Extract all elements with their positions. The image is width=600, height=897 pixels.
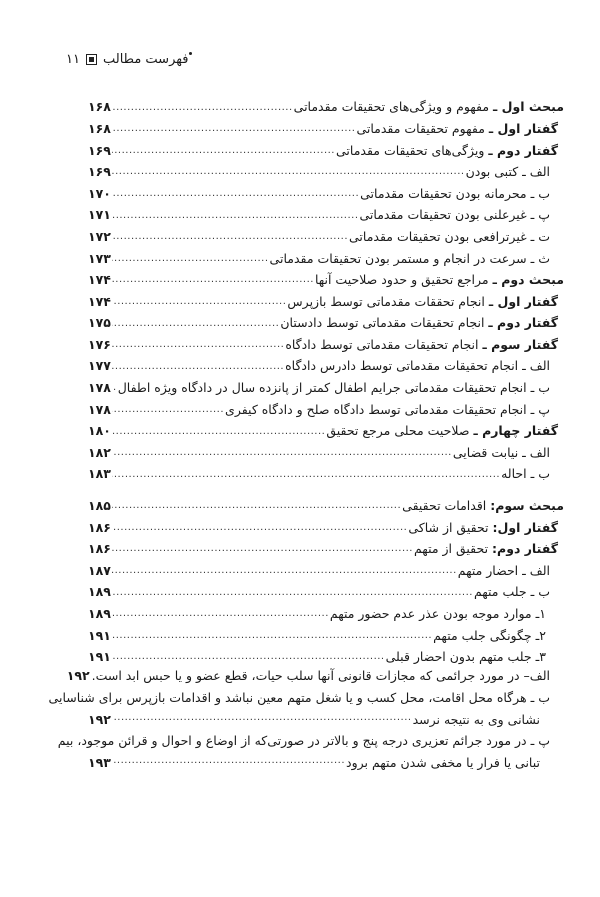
dot-leader: [112, 629, 432, 642]
toc-entry-title: [360, 207, 551, 223]
toc-entry-title: [326, 423, 558, 439]
dot-leader: [112, 317, 279, 330]
toc-page-number: ۱۸۹: [88, 606, 111, 621]
toc-entry-text: مراجع تحقیق و حدود صلاحیت آنها: [314, 272, 493, 288]
dot-leader: [112, 101, 293, 114]
dot-leader: [112, 381, 117, 394]
toc-entry-heading: گفتار دوم:: [492, 541, 558, 557]
toc-entry-text: ب ـ انجام تحقیقات مقدماتی جرایم اطفال کمتر از پانزده سال در دادگاه ویژه اطفال: [117, 380, 550, 396]
toc-entry-text: تبانی یا فرار یا مخفی شدن متهم برود: [346, 754, 540, 770]
toc-entry[interactable]: [88, 514, 564, 536]
toc-entry-heading: مبحث سوم:: [490, 498, 564, 514]
toc-entry[interactable]: [88, 396, 564, 418]
toc-entry-text: الف ـ احضار متهم: [457, 562, 550, 578]
dot-leader: [112, 521, 407, 534]
toc-entry-line: [88, 709, 550, 731]
dot-leader: [112, 165, 465, 178]
toc-page-number: ۱۹۲: [66, 668, 90, 684]
toc-page-number: ۱۷۵: [88, 315, 111, 331]
toc-entry-title: [474, 584, 550, 600]
toc-page-number: ۱۷۸: [88, 401, 111, 417]
toc-entry-title: [336, 143, 558, 159]
dot-leader: [112, 122, 356, 135]
dot-leader: [112, 338, 284, 351]
toc-page-number: ۱۹۱: [88, 649, 111, 665]
toc-entry[interactable]: [88, 288, 564, 310]
toc-entry-text: ب ـ جلب متهم: [473, 584, 550, 600]
toc-entry[interactable]: [88, 180, 564, 202]
toc-entry-text: انجام تحقیقات مقدماتی توسط دادستان: [280, 315, 489, 331]
toc-entry-heading: گفتار چهارم ـ: [473, 423, 558, 439]
toc-entry-title: [466, 164, 550, 180]
dot-leader: [112, 403, 224, 416]
toc-entry[interactable]: [88, 557, 564, 579]
dot-leader: [112, 446, 452, 459]
toc-entry-heading: مبحث اول ـ: [493, 99, 564, 115]
toc-entry[interactable]: [88, 375, 564, 397]
dot-leader: [112, 360, 284, 373]
toc-page-number: ۱۸۶: [88, 519, 111, 535]
dot-leader: [112, 499, 401, 512]
toc-entry-text: انجام تحققات مقدماتی توسط بازپرس: [287, 293, 489, 309]
toc-entry[interactable]: [88, 332, 564, 354]
dot-leader: [112, 542, 413, 555]
toc-page-number: ۱۷۸: [88, 380, 111, 396]
dot-leader: [112, 425, 325, 438]
toc-entry-title: [349, 229, 550, 245]
toc-entry-heading: گفتار سوم ـ: [482, 336, 558, 352]
toc-page-number: ۱۸۵: [88, 498, 111, 514]
toc-entry-text: ب ـ محرمانه بودن تحقیقات مقدماتی: [360, 185, 550, 201]
dot-leader: [112, 650, 385, 663]
toc-page-number: ۱۶۸: [88, 99, 111, 115]
toc-entry[interactable]: [88, 353, 564, 375]
toc-page-number: ۱۷۱: [88, 207, 111, 223]
toc-entry-title: [360, 186, 550, 202]
toc-page-number: ۱۷۲: [88, 228, 111, 244]
running-header: [66, 52, 192, 67]
toc-entry[interactable]: [88, 137, 564, 159]
toc-entry-text: ب ـ احاله: [501, 466, 550, 482]
toc-entry[interactable]: [88, 159, 564, 181]
toc-entry-text: نشانی وی به نتیجه نرسد: [412, 711, 540, 727]
toc-entry-title: [386, 649, 546, 665]
toc-entry-text: پ ـ در مورد جرائم تعزیری درجه پنج و بالاتر در صورتی‌که از اوضاع و احوال و قرائن موجود، بیم: [57, 733, 550, 749]
toc-entry-text: مفهوم تحقیقات مقدماتی: [356, 120, 489, 136]
dot-leader: [112, 295, 287, 308]
dot-leader: [112, 564, 457, 577]
toc-entry-title: [501, 466, 550, 482]
toc-entry-multiline[interactable]: [66, 665, 564, 687]
dot-leader: [112, 230, 348, 243]
dot-leader: [112, 750, 345, 772]
toc-page-number: ۱۷۶: [88, 336, 111, 352]
dot-leader: [112, 144, 335, 157]
toc-entry-title: [414, 541, 558, 557]
toc-entry-title: [280, 315, 558, 331]
toc-page-number: ۱۸۷: [88, 562, 111, 578]
toc-entry[interactable]: [88, 245, 564, 267]
toc-page-number: ۱۶۹: [88, 142, 111, 158]
toc-entry-title: [433, 628, 546, 644]
toc-entry-heading: گفتار اول ـ: [488, 293, 558, 309]
toc-entry-title: [458, 563, 550, 579]
toc-entry-title: [285, 337, 558, 353]
toc-page-number: ۱۷۴: [88, 293, 111, 309]
toc-entry-text: مفهوم و ویژگی‌های تحقیقات مقدماتی: [293, 99, 494, 115]
toc-entry[interactable]: [88, 202, 564, 224]
toc-entry[interactable]: [88, 536, 564, 558]
toc-entry-heading: گفتار دوم ـ: [488, 142, 558, 158]
toc-entry-text: انجام تحقیقات مقدماتی توسط دادگاه: [285, 336, 483, 352]
toc-entry-text: الف– در مورد جرائمی که مجازات قانونی آنها سلب حیات، قطع عضو و یا حبس ابد است.: [91, 668, 550, 684]
toc-entry-line: [66, 665, 550, 687]
toc-entry-heading: گفتار اول ـ: [488, 120, 558, 136]
square-bullet-icon: [86, 54, 97, 65]
toc-entry[interactable]: [88, 622, 564, 644]
toc-entry-text: الف ـ کتبی بودن: [465, 164, 550, 180]
toc-page-number: ۱۷۳: [88, 250, 111, 266]
dot-leader: [112, 586, 473, 599]
page-number: ۱۱: [66, 52, 80, 67]
toc-entry-text: ت ـ غیرترافعی بودن تحقیقات مقدماتی: [349, 228, 550, 244]
toc-entry[interactable]: [88, 461, 564, 483]
section-gap: [88, 483, 564, 493]
dot-leader: [112, 707, 412, 729]
toc-entry-text: ۱ـ موارد موجه بودن عذر عدم حضور متهم: [329, 606, 546, 621]
toc-page-number: ۱۹۱: [88, 627, 111, 643]
toc-entry-text: ب ـ هرگاه محل اقامت، محل کسب و یا شغل متهم معین نباشد و اقدامات بازپرس برای شناسایی: [48, 690, 550, 706]
toc-entry-text: صلاحیت محلی مرجع تحقیق: [326, 423, 474, 439]
toc-page-number: ۱۹۲: [88, 711, 111, 727]
toc-entry-title: [285, 358, 550, 374]
toc-page-number: ۱۸۹: [88, 584, 111, 600]
toc-entry-heading: گفتار اول:: [492, 519, 558, 535]
toc-entry-title: [225, 402, 550, 418]
toc-page-number: ۱۶۹: [88, 164, 111, 180]
toc-entry-text: تحقیق از شاکی: [408, 519, 493, 535]
toc-entry[interactable]: [88, 310, 564, 332]
toc-entry-text: ۲ـ چگونگی جلب متهم: [433, 627, 546, 643]
toc-page-number: ۱۸۳: [88, 466, 111, 482]
toc-entry-text: الف ـ انجام تحقیقات مقدماتی توسط دادرس دادگاه: [285, 358, 550, 374]
dot-leader: [112, 607, 329, 620]
toc-entry-title: [270, 251, 550, 267]
toc-entry-title: [453, 445, 550, 461]
toc-entry-heading: مبحث دوم ـ: [492, 272, 564, 288]
toc-entry[interactable]: [88, 579, 564, 601]
toc-entry-line: [88, 752, 550, 774]
toc-page-number: ۱۹۳: [88, 754, 111, 770]
toc-entry-title: [330, 606, 546, 622]
toc-entry-title: [356, 121, 558, 137]
dot-leader: [112, 187, 359, 200]
toc-entry[interactable]: [88, 267, 564, 289]
toc-entry[interactable]: [88, 601, 564, 623]
toc-entry[interactable]: [88, 493, 564, 515]
toc-entry-title: [294, 99, 564, 115]
toc-entry-title: [402, 498, 564, 514]
toc-entry-title: [287, 294, 558, 310]
toc-entry[interactable]: [88, 418, 564, 440]
toc-entry-text: ۳ـ جلب متهم بدون احضار قبلی: [385, 649, 546, 665]
dot-leader: [112, 468, 500, 481]
toc-entry-text: پ ـ غیرعلنی بودن تحقیقات مقدماتی: [359, 207, 550, 223]
table-of-contents: [48, 94, 564, 773]
toc-entry-multiline[interactable]: [48, 687, 564, 730]
toc-page-number: ۱۷۰: [88, 185, 111, 201]
toc-page-number: ۱۸۲: [88, 444, 111, 460]
toc-entry-text: تحقیق از متهم: [413, 541, 493, 557]
toc-entry-text: اقدامات تحقیقی: [402, 498, 491, 514]
dot-leader: [112, 252, 269, 265]
toc-entry[interactable]: [88, 440, 564, 462]
toc-entry-multiline[interactable]: [57, 730, 564, 773]
toc-entry[interactable]: [88, 94, 564, 116]
toc-entry-title: [408, 520, 558, 536]
toc-page-number: ۱۷۴: [88, 272, 111, 288]
toc-entry-text: الف ـ نیابت قضایی: [452, 444, 550, 460]
header-title: فهرست مطالب: [103, 52, 192, 67]
toc-page-number: ۱۶۸: [88, 120, 111, 136]
toc-entry[interactable]: [88, 224, 564, 246]
toc-entry[interactable]: [88, 116, 564, 138]
toc-page-number: ۱۸۶: [88, 541, 111, 557]
dot-leader: [112, 209, 359, 222]
toc-entry-text: پ ـ انجام تحقیقات مقدماتی توسط دادگاه صلح و دادگاه کیفری: [225, 401, 550, 417]
toc-page-number: ۱۸۰: [88, 423, 111, 439]
toc-entry-text: ویژگی‌های تحقیقات مقدماتی: [335, 142, 489, 158]
toc-entry[interactable]: [88, 644, 564, 666]
toc-entry-title: [118, 380, 550, 396]
toc-page-number: ۱۷۷: [88, 358, 111, 374]
dot-leader: [112, 273, 314, 286]
toc-entry-heading: گفتار دوم ـ: [488, 315, 558, 331]
toc-entry-text: ث ـ سرعت در انجام و مستمر بودن تحقیقات مقدماتی: [269, 250, 550, 266]
toc-entry-title: [315, 272, 564, 288]
